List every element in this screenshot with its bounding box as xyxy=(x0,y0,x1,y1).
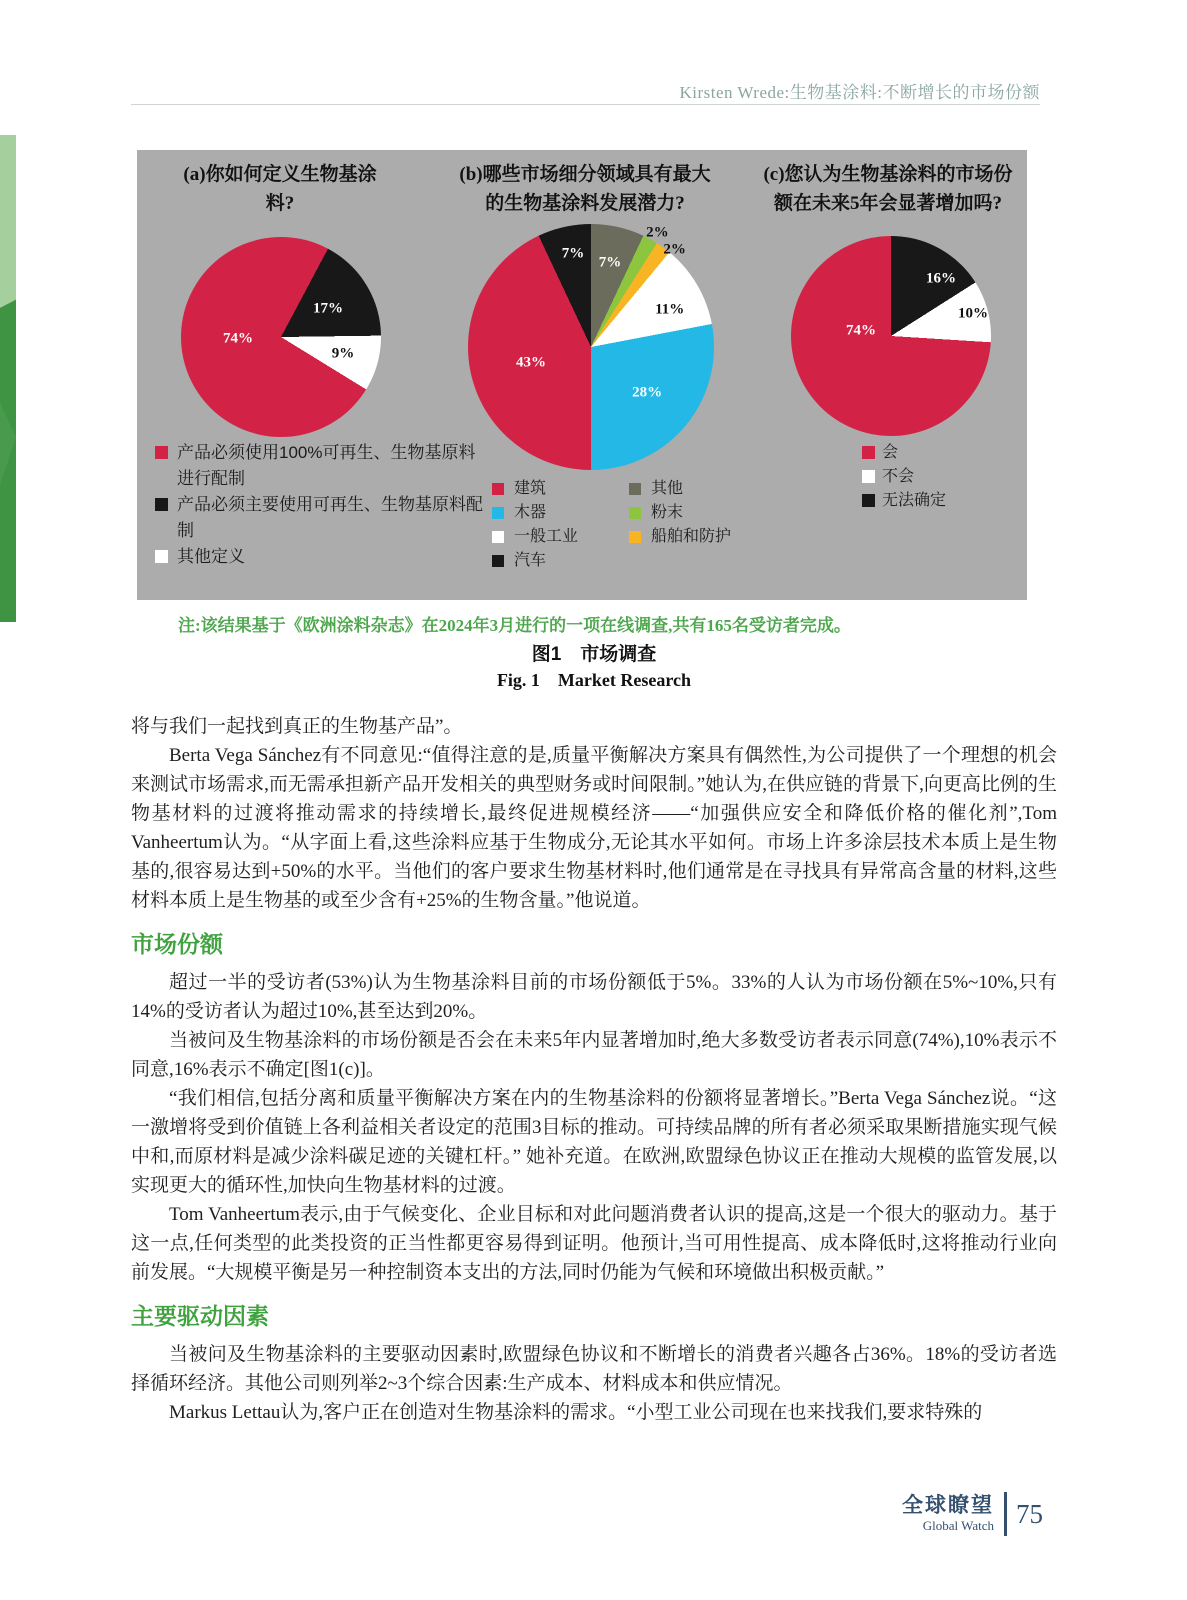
legend-label: 会 xyxy=(882,444,899,461)
decorative-green-strip-dark xyxy=(0,135,16,622)
legend-label: 产品必须主要使用可再生、生物基原料配制 xyxy=(177,495,483,540)
legend-label: 无法确定 xyxy=(882,492,947,509)
legend-swatch xyxy=(155,550,168,563)
pie-a-title: (a)你如何定义生物基涂料? xyxy=(183,164,377,214)
legend-item xyxy=(492,501,622,525)
legend-swatch xyxy=(862,470,875,483)
pie-c-title: (c)您认为生物基涂料的市场份额在未来5年会显著增加吗? xyxy=(763,164,1013,214)
legend-item xyxy=(155,544,485,570)
legend-label: 不会 xyxy=(882,468,915,485)
footer-divider xyxy=(1004,1492,1007,1536)
pie-a-legend xyxy=(155,440,485,570)
legend-swatch xyxy=(155,498,168,511)
pie-b-label-2-powder: 2% xyxy=(646,224,669,241)
legend-swatch xyxy=(155,446,168,459)
decorative-green-strip xyxy=(0,135,16,622)
pie-b-label-11: 11% xyxy=(655,301,685,318)
pie-a-label-74: 74% xyxy=(223,330,253,347)
paragraph: 将与我们一起找到真正的生物基产品”。 xyxy=(131,716,463,737)
pie-a-label-9: 9% xyxy=(331,345,355,362)
legend-item xyxy=(629,525,789,549)
header-rule xyxy=(131,104,1040,105)
legend-item xyxy=(862,465,1012,489)
legend-item xyxy=(492,477,622,501)
legend-label: 粉末 xyxy=(651,504,684,521)
article-body xyxy=(131,712,1057,1427)
page-number: 75 xyxy=(1016,1498,1043,1529)
paragraph: Markus Lettau认为,客户正在创造对生物基涂料的需求。“小型工业公司现在也来找我们,要求特殊的 xyxy=(169,1402,983,1423)
running-title: Kirsten Wrede:生物基涂料:不断增长的市场份额 xyxy=(679,83,1040,102)
legend-swatch xyxy=(492,555,504,567)
paragraph: “我们相信,包括分离和质量平衡解决方案在内的生物基涂料的份额将显著增长。”Berta Vega Sánchez说。“这一激增将受到价值链上各利益相关者设定的范围3目标的推动。可持续品牌的所有者必须采取果断措施实现气候中和,而原材料是减少涂料碳足迹的关键杠杆。” 她补充道。在欧洲,欧盟绿色协议正在推动大规模的监管发展,以实现更大的循环性,加快向生物基材料的过渡。 xyxy=(131,1088,1057,1196)
journal-brand xyxy=(902,1494,994,1534)
pie-c-label-74: 74% xyxy=(846,322,876,339)
pie-b-label-2-marine: 2% xyxy=(663,241,686,258)
paragraph: 当被问及生物基涂料的市场份额是否会在未来5年内显著增加时,绝大多数受访者表示同意(74%),10%表示不同意,16%表示不确定[图1(c)]。 xyxy=(131,1030,1057,1080)
legend-swatch xyxy=(492,483,504,495)
pie-chart-b xyxy=(468,224,714,470)
legend-swatch xyxy=(862,446,875,459)
legend-item xyxy=(492,525,622,549)
paragraph: 超过一半的受访者(53%)认为生物基涂料目前的市场份额低于5%。33%的人认为市场份额在5%~10%,只有14%的受访者认为超过10%,甚至达到20%。 xyxy=(131,972,1057,1022)
legend-label: 其他 xyxy=(651,480,684,497)
pie-b-title: (b)哪些市场细分领域具有最大的生物基涂料发展潜力? xyxy=(459,164,711,214)
pie-b-label-43: 43% xyxy=(515,354,546,371)
figure-caption-en: Fig. 1 Market Research xyxy=(496,670,692,690)
legend-item xyxy=(155,492,485,544)
legend-label: 船舶和防护 xyxy=(651,528,732,545)
brand-en: Global Watch xyxy=(922,1518,994,1533)
page-footer xyxy=(902,1492,1043,1536)
legend-item xyxy=(862,441,1012,465)
pie-c-label-10: 10% xyxy=(958,305,988,322)
pie-b-legend-col2 xyxy=(629,477,789,549)
section-heading-drivers: 主要驱动因素 xyxy=(131,1303,269,1329)
legend-swatch xyxy=(629,507,641,519)
legend-label: 其他定义 xyxy=(177,547,245,566)
legend-label: 木器 xyxy=(514,504,547,521)
paragraph: 当被问及生物基涂料的主要驱动因素时,欧盟绿色协议和不断增长的消费者兴趣各占36%。18%的受访者选择循环经济。其他公司则列举2~3个综合因素:生产成本、材料成本和供应情况。 xyxy=(131,1344,1057,1394)
pie-c-label-16: 16% xyxy=(926,270,956,287)
pie-b-label-7-other: 7% xyxy=(598,254,622,271)
section-heading-market-share: 市场份额 xyxy=(131,931,223,957)
figure-caption-zh: 图1 市场调查 xyxy=(531,644,657,665)
legend-label: 汽车 xyxy=(514,552,547,569)
legend-item xyxy=(629,501,789,525)
pie-b-label-7-auto: 7% xyxy=(561,245,585,262)
pie-a-label-17: 17% xyxy=(313,300,343,317)
pie-chart-c xyxy=(791,236,991,436)
pie-c-legend xyxy=(862,441,1012,513)
legend-label: 一般工业 xyxy=(514,528,579,545)
pie-b-legend-col1 xyxy=(492,477,622,573)
legend-swatch xyxy=(492,531,504,543)
figure-note: 注:该结果基于《欧洲涂料杂志》在2024年3月进行的一项在线调查,共有165名受访者完成。 xyxy=(178,616,851,635)
legend-item xyxy=(629,477,789,501)
legend-label: 产品必须使用100%可再生、生物基原料进行配制 xyxy=(177,443,476,488)
legend-swatch xyxy=(862,494,875,507)
pie-b-label-28: 28% xyxy=(632,384,663,401)
pie-chart-a xyxy=(181,237,381,437)
paragraph: Tom Vanheertum表示,由于气候变化、企业目标和对此问题消费者认识的提高,这是一个很大的驱动力。基于这一点,任何类型的此类投资的正当性都更容易得到证明。他预计,当可用性提高、成本降低时,这将推动行业向前发展。“大规模平衡是另一种控制资本支出的方法,同时仍能为气候和环境做出积极贡献。” xyxy=(131,1204,1057,1283)
legend-item xyxy=(492,549,622,573)
legend-item xyxy=(862,489,1012,513)
paragraph: Berta Vega Sánchez有不同意见:“值得注意的是,质量平衡解决方案具有偶然性,为公司提供了一个理想的机会来测试市场需求,而无需承担新产品开发相关的典型财务或时间限制。”她认为,在供应链的背景下,向更高比例的生物基材料的过渡将推动需求的持续增长,最终促进规模经济——“加强供应安全和降低价格的催化剂”,Tom Vanheertum认为。“从字面上看,这些涂料应基于生物成分,无论其水平如何。市场上许多涂层技术本质上是生物基的,很容易达到+50%的水平。当他们的客户要求生物基材料时,他们通常是在寻找具有异常高含量的材料,这些材料本质上是生物基的或至少含有+25%的生物含量。”他说道。 xyxy=(131,745,1057,911)
legend-swatch xyxy=(629,531,641,543)
legend-swatch xyxy=(629,483,641,495)
legend-item xyxy=(155,440,485,492)
legend-swatch xyxy=(492,507,504,519)
legend-label: 建筑 xyxy=(514,480,547,497)
brand-zh: 全球瞭望 xyxy=(902,1494,994,1517)
